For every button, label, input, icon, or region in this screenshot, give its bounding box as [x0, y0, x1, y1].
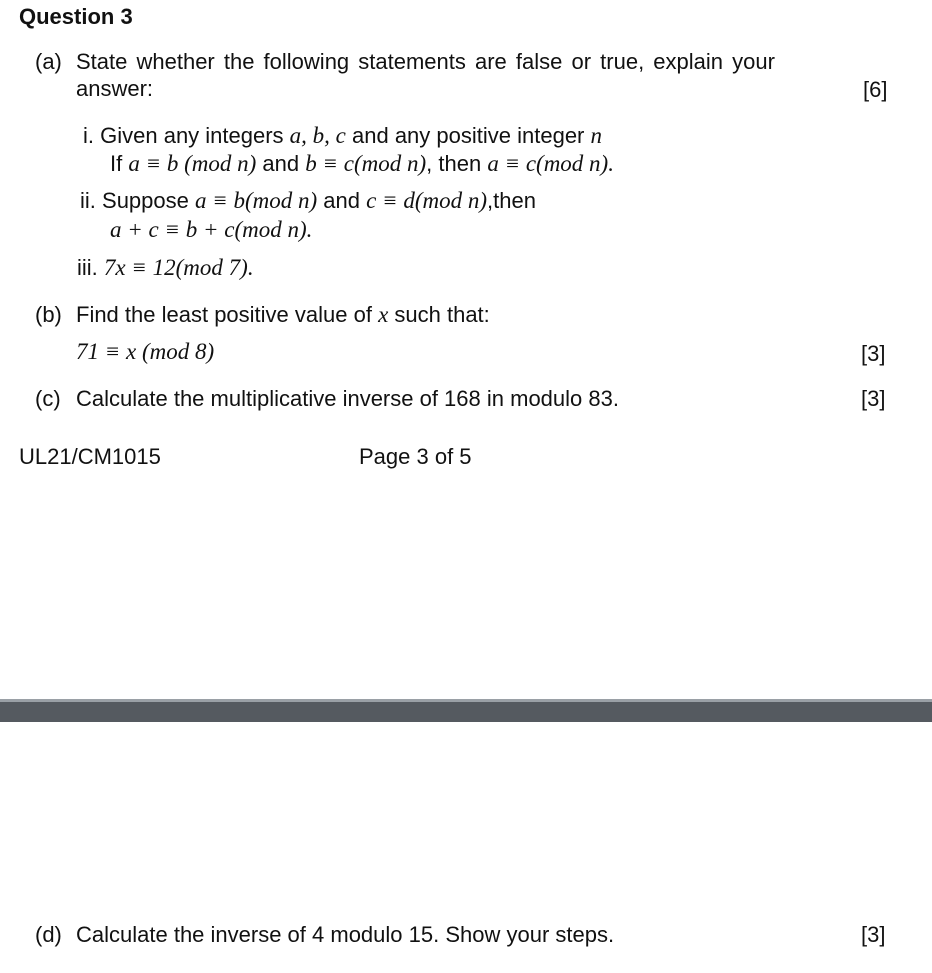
item-i-text-b: and any positive integer	[345, 123, 591, 148]
part-a-marks: [6]	[863, 77, 888, 102]
item-i-text: Given any integers	[100, 123, 290, 148]
part-b-text	[76, 302, 490, 328]
part-d-label: (d)	[35, 922, 62, 947]
item-i-math-c: a ≡ c(mod n).	[487, 151, 614, 176]
part-c-text: Calculate the multiplicative inverse of 168 in modulo 83.	[76, 386, 619, 411]
part-b-label: (b)	[35, 302, 62, 327]
item-ii-then: ,then	[487, 188, 536, 213]
part-c-marks: [3]	[861, 386, 886, 411]
page-break-divider	[0, 702, 932, 722]
part-b-math-x: x	[378, 302, 389, 327]
footer-page-number: Page 3 of 5	[359, 444, 472, 469]
question-title: Question 3	[19, 4, 133, 29]
item-iii	[77, 255, 254, 281]
part-b-marks: [3]	[861, 341, 886, 366]
part-d-text: Calculate the inverse of 4 modulo 15. Show your steps.	[76, 922, 615, 947]
item-i-math-n: n	[590, 123, 602, 148]
part-d-marks: [3]	[861, 922, 886, 947]
item-i-line2	[110, 151, 614, 177]
part-b-text-b: such that:	[388, 302, 490, 327]
item-ii-math-b: c ≡ d(mod n)	[366, 188, 488, 213]
item-i-math-vars: a, b, c	[289, 123, 346, 148]
part-a-line1: State whether the following statements are false or true, explain your	[76, 49, 775, 74]
item-i-if: If	[110, 151, 129, 176]
item-i-then: , then	[426, 151, 488, 176]
item-i-and: and	[256, 151, 306, 176]
item-ii-line1	[80, 188, 536, 214]
item-i-math-a: a ≡ b (mod n)	[128, 151, 257, 176]
item-i-math-b: b ≡ c(mod n)	[305, 151, 427, 176]
item-i-label: i.	[83, 123, 94, 148]
item-iii-math: 7x ≡ 12(mod 7).	[103, 255, 254, 280]
part-a-line2: answer:	[76, 76, 154, 101]
part-b-equation: 71 ≡ x (mod 8)	[76, 339, 215, 364]
item-iii-label: iii.	[77, 255, 98, 280]
footer-course-code: UL21/CM1015	[19, 444, 161, 469]
item-ii-suppose: Suppose	[102, 188, 195, 213]
item-i-line1	[83, 123, 602, 149]
part-a-label: (a)	[35, 49, 62, 74]
item-ii-and: and	[317, 188, 367, 213]
item-ii-line2: a + c ≡ b + c(mod n).	[110, 217, 313, 242]
item-ii-math-a: a ≡ b(mod n)	[194, 188, 318, 213]
item-ii-label: ii.	[80, 188, 96, 213]
part-b-text-a: Find the least positive value of	[76, 302, 379, 327]
part-c-label: (c)	[35, 386, 61, 411]
